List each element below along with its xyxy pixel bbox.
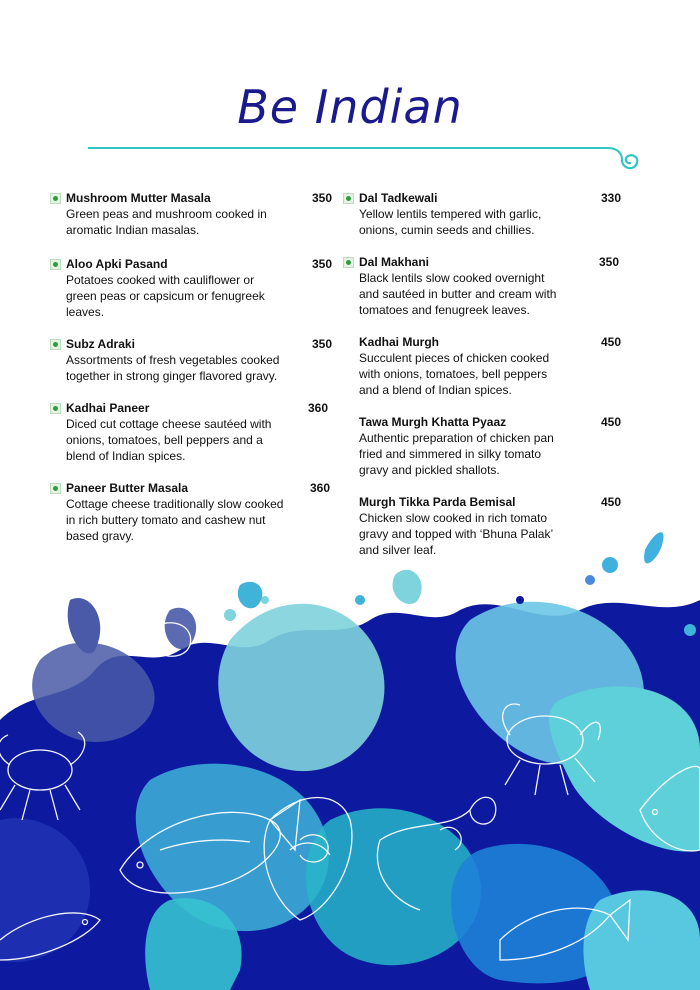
dish-name: Kadhai Paneer [66,401,150,415]
dish-price: 350 [311,257,332,271]
dish-description: Cottage cheese traditionally slow cooked in rich buttery tomato and cashew nut based gravy. [66,497,284,543]
menu-item [343,190,621,254]
dish-price: 350 [311,191,332,205]
dish-price: 360 [307,401,328,415]
dish-name: Dal Makhani [359,255,430,269]
dish-description: Green peas and mushroom cooked in aromatic Indian masalas. [66,207,267,237]
dish-name: Kadhai Murgh [359,335,439,349]
menu-item [343,334,621,414]
title-divider [88,140,648,180]
menu-item [50,400,332,480]
dish-price: 360 [309,481,330,495]
dish-description: Diced cut cottage cheese sautéed with onions, tomatoes, bell peppers and a blend of Indian spices. [66,417,272,463]
dish-name: Tawa Murgh Khatta Pyaaz [359,415,507,429]
menu-item [50,190,332,256]
dish-description: Black lentils slow cooked overnight and sautéed in butter and cream with tomatoes and fenugreek leaves. [359,271,557,317]
bullet-icon [50,193,61,204]
dish-description: Authentic preparation of chicken pan fried and simmered in silky tomato gravy and pickled shallots. [359,431,554,477]
dish-price: 450 [600,335,621,349]
dish-price: 350 [598,255,619,269]
dish-description: Potatoes cooked with cauliflower or green peas or capsicum or fenugreek leaves. [66,273,265,319]
dish-name: Paneer Butter Masala [66,481,189,495]
dish-description: Chicken slow cooked in rich tomato gravy and topped with ‘Bhuna Palak’ and silver leaf. [359,511,553,557]
menu-item [50,336,332,400]
dish-description: Assortments of fresh vegetables cooked together in strong ginger flavored gravy. [66,353,280,383]
dish-price: 350 [311,337,332,351]
dish-name: Murgh Tikka Parda Bemisal [359,495,516,509]
dish-description: Succulent pieces of chicken cooked with onions, tomatoes, bell peppers and a blend of Indian spices. [359,351,550,397]
menu-item [343,254,621,334]
dish-name: Subz Adraki [66,337,135,351]
bullet-icon [50,259,61,270]
bullet-icon [50,403,61,414]
bullet-icon [50,339,61,350]
menu-item [343,414,621,494]
dish-price: 330 [600,191,621,205]
menu-item [50,256,332,336]
menu-column-left [50,190,332,544]
seafood-splash-illustration [0,520,700,990]
bullet-icon [343,193,354,204]
dish-description: Yellow lentils tempered with garlic, onions, cumin seeds and chillies. [359,207,542,237]
dish-name: Mushroom Mutter Masala [66,191,211,205]
page-title: Be Indian [237,80,463,134]
menu-column-right [343,190,621,558]
bullet-icon [50,483,61,494]
dish-name: Dal Tadkewali [359,191,438,205]
dish-name: Aloo Apki Pasand [66,257,168,271]
dish-price: 450 [600,415,621,429]
bullet-icon [343,257,354,268]
dish-price: 450 [600,495,621,509]
